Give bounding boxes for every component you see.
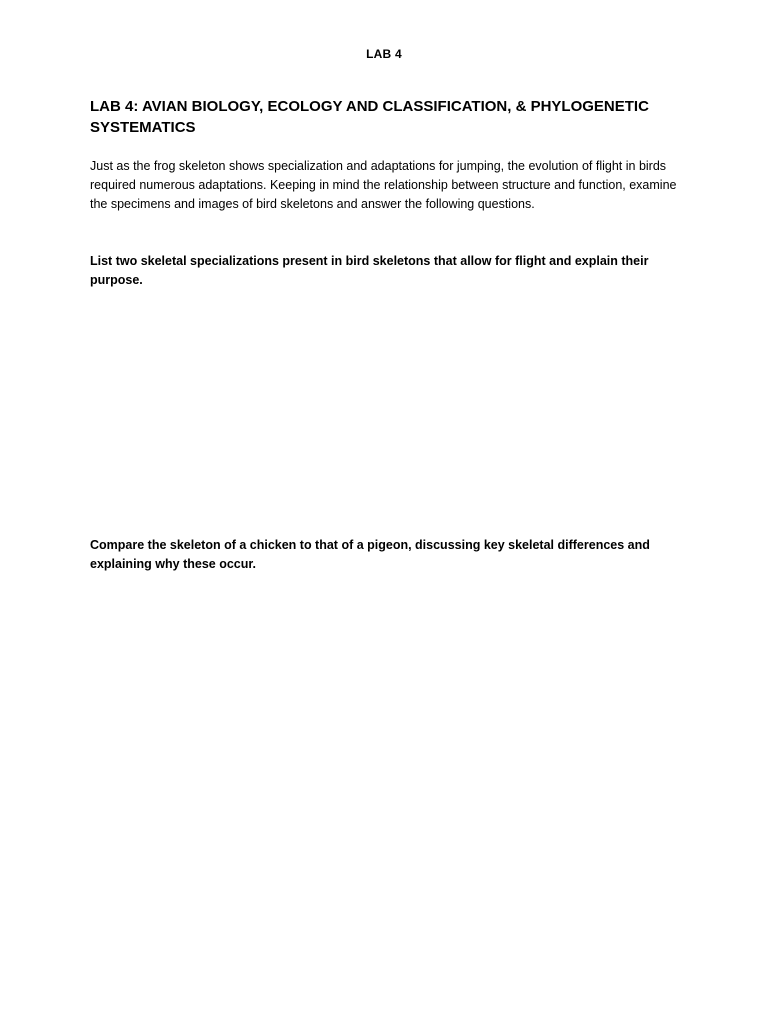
question-2: Compare the skeleton of a chicken to that of a pigeon, discussing key skeletal differences and explaining why these occur. [90, 538, 650, 571]
running-header: LAB 4 [366, 47, 402, 61]
page-title: LAB 4: AVIAN BIOLOGY, ECOLOGY AND CLASSIFICATION, & PHYLOGENETIC SYSTEMATICS [90, 98, 649, 136]
question-1: List two skeletal specializations present in bird skeletons that allow for flight and explain their purpose. [90, 254, 649, 287]
intro-paragraph: Just as the frog skeleton shows specialization and adaptations for jumping, the evolution of flight in birds required numerous adaptations. Keeping in mind the relationship between structure and function, examine the specimens and images of bird skeletons and answer the following questions. [90, 159, 677, 211]
